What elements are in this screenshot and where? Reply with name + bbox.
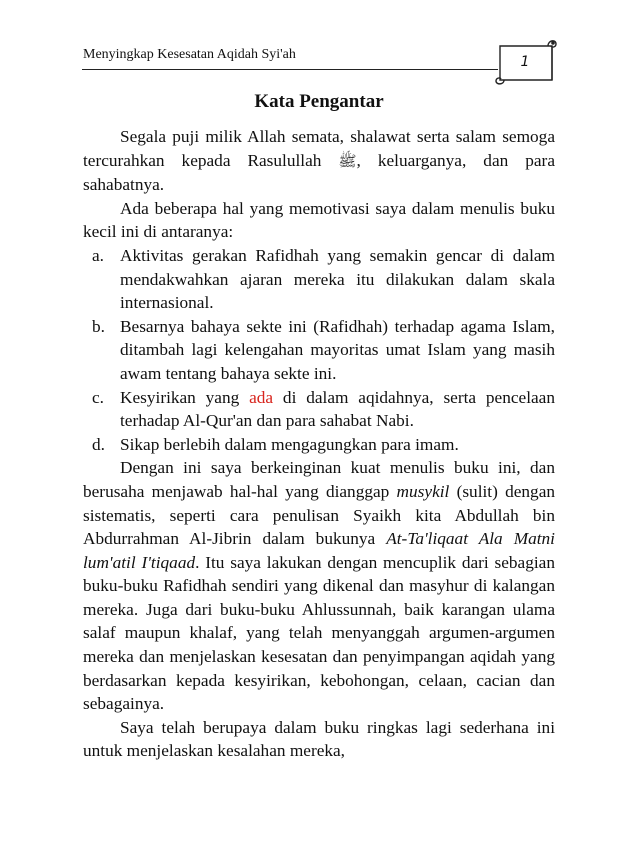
paragraph-text: Segala puji milik Allah semata, shalawat serta salam semoga tercurahkan kepada Rasulullah [83,127,555,170]
italic-term: musykil [396,481,450,501]
page-title: Kata Pengantar [254,91,384,112]
list-marker: b. [92,316,105,336]
list-item [83,386,555,433]
list-marker: c. [92,387,104,407]
list-item [83,433,555,457]
running-header: Menyingkap Kesesatan Aqidah Syi'ah [83,47,296,62]
list-item [83,315,555,386]
paragraph: Ada beberapa hal yang memotivasi saya dalam menulis buku kecil ini di antaranya: [83,198,555,242]
paragraph-text: (sulit) dengan sistematis, seperti cara penulisan Syaikh kita Abdullah bin Abdurrahman Al-Jibrin dalam bukunya [83,481,556,549]
paragraph-text: . Itu saya lakukan dengan mencuplik dari sebagian buku-buku Rafidhah sendiri yang dikenal dan masyhur di kalangan mereka. Juga dari buku-buku Ahlussunnah, baik karangan ulama salaf maupun khalaf, yang telah menyanggah argumen-argumen mereka dan menjelaskan kesesatan dan penyimpangan aqidah yang berdasarkan kepada kesyirikan, kebohongan, celaan, cacian dan sebagainya. [83,552,555,714]
list-item-text: Besarnya bahaya sekte ini (Rafidhah) terhadap agama Islam, ditambah lagi kelengahan mayoritas umat Islam yang masih awam tentang bahaya sekte ini. [120,316,555,383]
header-rule [82,69,498,70]
list-marker: a. [92,245,104,265]
paragraph [83,456,555,716]
list-item-text: Sikap berlebih dalam mengagungkan para imam. [120,434,459,454]
list-item-text: Aktivitas gerakan Rafidhah yang semakin gencar di dalam mendakwahkan ajaran mereka itu dilakukan dalam skala internasional. [120,245,555,313]
page-number: 1 [520,54,530,70]
paragraph [83,125,555,197]
paragraph-text: , keluarganya, dan para sahabatnya. [83,150,555,195]
list-item-text: di dalam aqidahnya, serta pencelaan terhadap Al-Qur'an dan para sahabat Nabi. [120,387,555,431]
reasons-list [83,244,555,456]
highlighted-word: ada [249,387,274,407]
salawat-symbol-icon: ﷺ [338,151,357,170]
paragraph-text: Dengan ini saya berkeinginan kuat menulis buku ini, dan berusaha menjawab hal-hal yang dianggap [83,458,555,501]
list-item [83,244,555,315]
book-title: At-Ta'liqaat Ala Matni lum'atil I'tiqaad [83,529,555,572]
list-marker: d. [92,434,105,454]
list-item-text: Kesyirikan yang [120,387,250,407]
body-text [83,125,555,763]
paragraph: Saya telah berupaya dalam buku ringkas lagi sederhana ini untuk menjelaskan kesalahan mereka, [83,717,555,761]
